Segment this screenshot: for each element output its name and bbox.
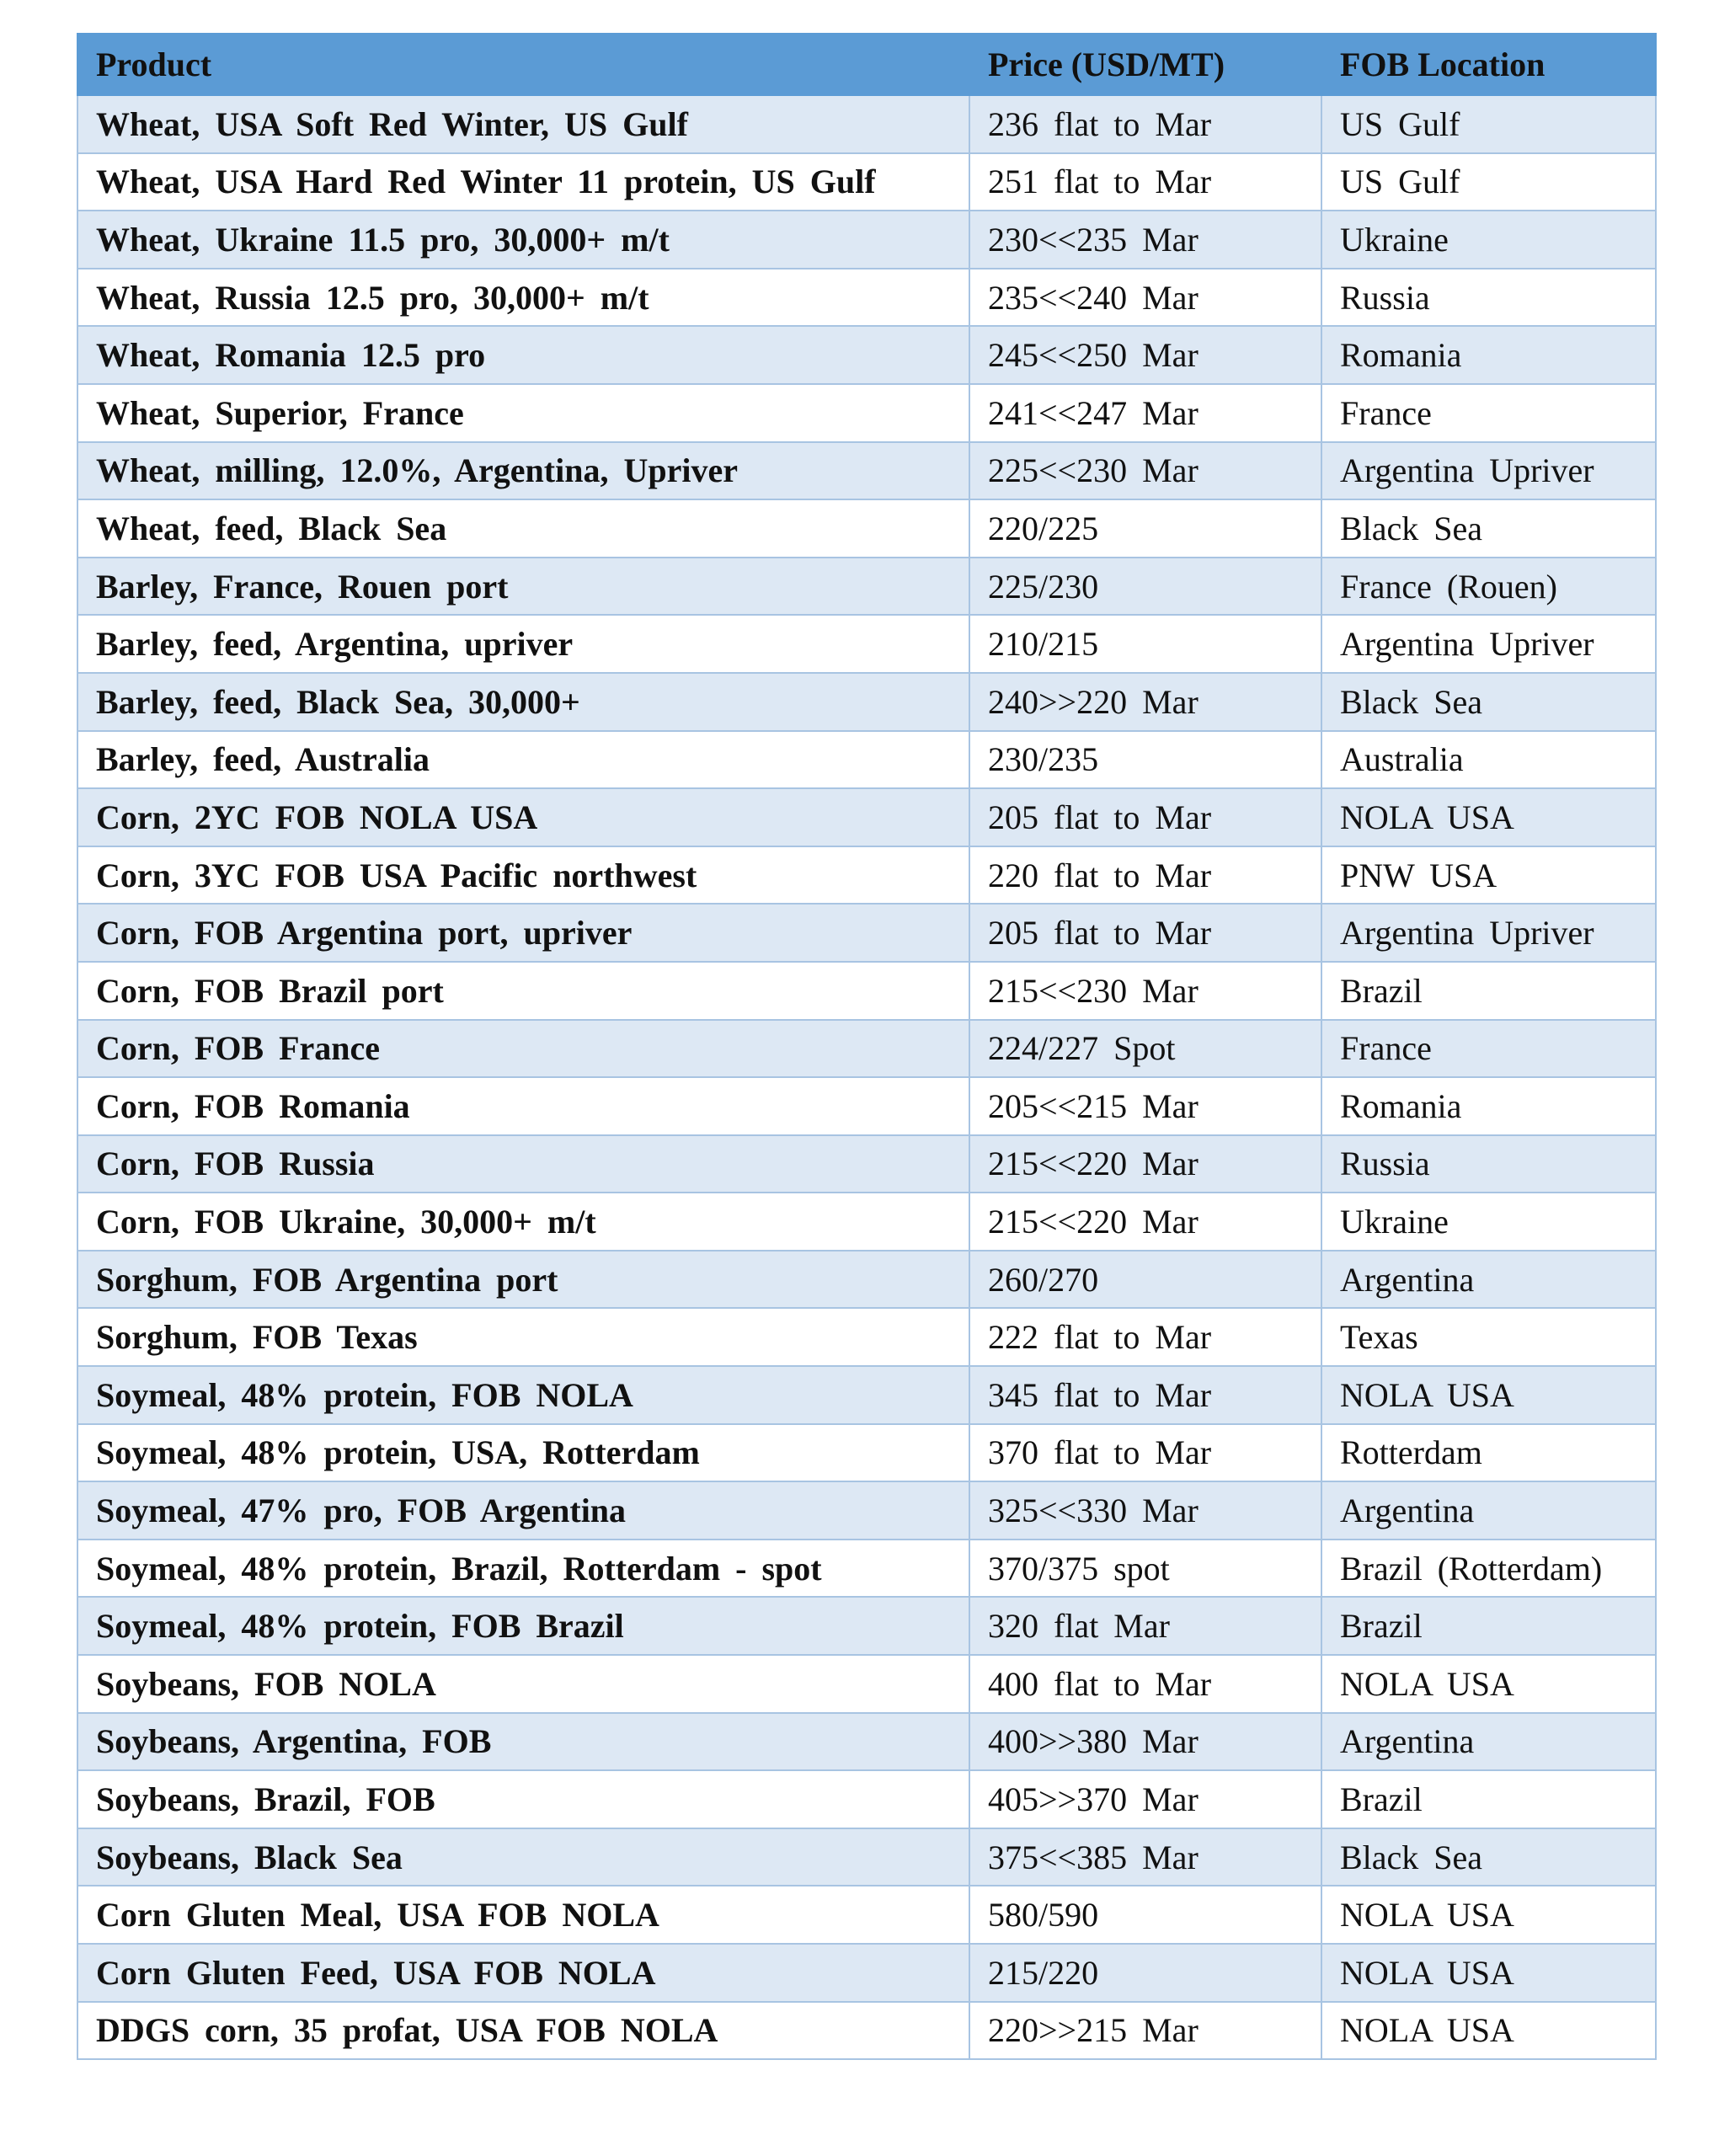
table-row <box>77 1713 1656 1771</box>
table-row <box>77 1251 1656 1309</box>
location-cell: Ukraine <box>1321 1193 1656 1251</box>
price-cell: 241<<247 Mar <box>969 384 1321 442</box>
price-cell: 225<<230 Mar <box>969 442 1321 500</box>
location-cell: US Gulf <box>1321 153 1656 211</box>
product-cell: Soybeans, FOB NOLA <box>77 1655 969 1713</box>
table-row <box>77 442 1656 500</box>
location-cell: Ukraine <box>1321 211 1656 269</box>
price-cell: 260/270 <box>969 1251 1321 1309</box>
location-cell: Brazil <box>1321 1770 1656 1828</box>
price-cell: 215<<230 Mar <box>969 962 1321 1020</box>
table-row <box>77 962 1656 1020</box>
price-cell: 205 flat to Mar <box>969 788 1321 846</box>
product-cell: Wheat, USA Hard Red Winter 11 protein, US Gulf <box>77 153 969 211</box>
table-row <box>77 1077 1656 1135</box>
price-cell: 222 flat to Mar <box>969 1308 1321 1366</box>
table-row <box>77 384 1656 442</box>
price-cell: 215/220 <box>969 1944 1321 2002</box>
table-row <box>77 326 1656 384</box>
table-row <box>77 1308 1656 1366</box>
location-cell: Black Sea <box>1321 673 1656 731</box>
price-cell: 220/225 <box>969 499 1321 558</box>
price-cell: 580/590 <box>969 1886 1321 1944</box>
product-cell: Soymeal, 48% protein, FOB Brazil <box>77 1597 969 1655</box>
table-row <box>77 788 1656 846</box>
product-cell: Wheat, Ukraine 11.5 pro, 30,000+ m/t <box>77 211 969 269</box>
price-cell: 236 flat to Mar <box>969 95 1321 153</box>
price-cell: 240>>220 Mar <box>969 673 1321 731</box>
location-cell: France <box>1321 1020 1656 1078</box>
column-header-product: Product <box>77 34 969 95</box>
price-cell: 245<<250 Mar <box>969 326 1321 384</box>
table-row <box>77 1828 1656 1886</box>
product-cell: Barley, feed, Argentina, upriver <box>77 615 969 673</box>
product-cell: Wheat, Russia 12.5 pro, 30,000+ m/t <box>77 269 969 327</box>
product-cell: Corn, 3YC FOB USA Pacific northwest <box>77 846 969 905</box>
location-cell: PNW USA <box>1321 846 1656 905</box>
price-cell: 400>>380 Mar <box>969 1713 1321 1771</box>
price-cell: 205 flat to Mar <box>969 904 1321 962</box>
location-cell: Brazil <box>1321 1597 1656 1655</box>
location-cell: Brazil <box>1321 962 1656 1020</box>
location-cell: France <box>1321 384 1656 442</box>
price-cell: 345 flat to Mar <box>969 1366 1321 1424</box>
location-cell: Argentina Upriver <box>1321 904 1656 962</box>
price-cell: 205<<215 Mar <box>969 1077 1321 1135</box>
table-row <box>77 1424 1656 1482</box>
price-cell: 375<<385 Mar <box>969 1828 1321 1886</box>
product-cell: Sorghum, FOB Texas <box>77 1308 969 1366</box>
price-cell: 224/227 Spot <box>969 1020 1321 1078</box>
price-cell: 225/230 <box>969 558 1321 616</box>
product-cell: Barley, feed, Black Sea, 30,000+ <box>77 673 969 731</box>
product-cell: DDGS corn, 35 profat, USA FOB NOLA <box>77 2002 969 2060</box>
product-cell: Corn, FOB Ukraine, 30,000+ m/t <box>77 1193 969 1251</box>
location-cell: Argentina Upriver <box>1321 615 1656 673</box>
table-row <box>77 211 1656 269</box>
price-cell: 220 flat to Mar <box>969 846 1321 905</box>
product-cell: Wheat, Superior, France <box>77 384 969 442</box>
location-cell: NOLA USA <box>1321 1655 1656 1713</box>
location-cell: Argentina Upriver <box>1321 442 1656 500</box>
table-row <box>77 153 1656 211</box>
location-cell: Rotterdam <box>1321 1424 1656 1482</box>
table-body <box>77 95 1656 2059</box>
price-cell: 230<<235 Mar <box>969 211 1321 269</box>
product-cell: Barley, France, Rouen port <box>77 558 969 616</box>
product-cell: Corn Gluten Meal, USA FOB NOLA <box>77 1886 969 1944</box>
product-cell: Soymeal, 47% pro, FOB Argentina <box>77 1481 969 1540</box>
product-cell: Sorghum, FOB Argentina port <box>77 1251 969 1309</box>
price-cell: 325<<330 Mar <box>969 1481 1321 1540</box>
table-row <box>77 1597 1656 1655</box>
product-cell: Corn, 2YC FOB NOLA USA <box>77 788 969 846</box>
table-row <box>77 1944 1656 2002</box>
table-row <box>77 1655 1656 1713</box>
location-cell: Black Sea <box>1321 1828 1656 1886</box>
header-row <box>77 34 1656 95</box>
location-cell: Brazil (Rotterdam) <box>1321 1540 1656 1598</box>
product-cell: Corn, FOB Argentina port, upriver <box>77 904 969 962</box>
price-cell: 215<<220 Mar <box>969 1193 1321 1251</box>
product-cell: Corn, FOB Brazil port <box>77 962 969 1020</box>
table-row <box>77 1540 1656 1598</box>
location-cell: US Gulf <box>1321 95 1656 153</box>
table-row <box>77 269 1656 327</box>
price-cell: 370/375 spot <box>969 1540 1321 1598</box>
product-cell: Soybeans, Black Sea <box>77 1828 969 1886</box>
table-row <box>77 1481 1656 1540</box>
location-cell: NOLA USA <box>1321 1366 1656 1424</box>
product-cell: Soymeal, 48% protein, USA, Rotterdam <box>77 1424 969 1482</box>
table-row <box>77 846 1656 905</box>
location-cell: Argentina <box>1321 1481 1656 1540</box>
price-cell: 370 flat to Mar <box>969 1424 1321 1482</box>
table-row <box>77 1020 1656 1078</box>
table-row <box>77 615 1656 673</box>
table-row <box>77 2002 1656 2060</box>
price-cell: 215<<220 Mar <box>969 1135 1321 1193</box>
product-cell: Wheat, feed, Black Sea <box>77 499 969 558</box>
price-cell: 405>>370 Mar <box>969 1770 1321 1828</box>
location-cell: NOLA USA <box>1321 1886 1656 1944</box>
location-cell: France (Rouen) <box>1321 558 1656 616</box>
product-cell: Soybeans, Argentina, FOB <box>77 1713 969 1771</box>
table-row <box>77 1193 1656 1251</box>
table-row <box>77 1886 1656 1944</box>
location-cell: NOLA USA <box>1321 1944 1656 2002</box>
table-row <box>77 1770 1656 1828</box>
product-cell: Barley, feed, Australia <box>77 731 969 789</box>
table-row <box>77 904 1656 962</box>
product-cell: Corn Gluten Feed, USA FOB NOLA <box>77 1944 969 2002</box>
location-cell: Texas <box>1321 1308 1656 1366</box>
price-cell: 210/215 <box>969 615 1321 673</box>
location-cell: Black Sea <box>1321 499 1656 558</box>
table-row <box>77 1135 1656 1193</box>
product-cell: Wheat, Romania 12.5 pro <box>77 326 969 384</box>
location-cell: Australia <box>1321 731 1656 789</box>
location-cell: NOLA USA <box>1321 2002 1656 2060</box>
product-cell: Soymeal, 48% protein, Brazil, Rotterdam - spot <box>77 1540 969 1598</box>
product-cell: Soymeal, 48% protein, FOB NOLA <box>77 1366 969 1424</box>
price-cell: 220>>215 Mar <box>969 2002 1321 2060</box>
table-row <box>77 673 1656 731</box>
table-row <box>77 499 1656 558</box>
column-header-location: FOB Location <box>1321 34 1656 95</box>
product-cell: Corn, FOB France <box>77 1020 969 1078</box>
price-cell: 251 flat to Mar <box>969 153 1321 211</box>
location-cell: Romania <box>1321 326 1656 384</box>
price-cell: 400 flat to Mar <box>969 1655 1321 1713</box>
price-cell: 230/235 <box>969 731 1321 789</box>
location-cell: Russia <box>1321 1135 1656 1193</box>
location-cell: Argentina <box>1321 1251 1656 1309</box>
location-cell: NOLA USA <box>1321 788 1656 846</box>
product-cell: Wheat, milling, 12.0%, Argentina, Upriver <box>77 442 969 500</box>
location-cell: Argentina <box>1321 1713 1656 1771</box>
table-row <box>77 1366 1656 1424</box>
price-cell: 235<<240 Mar <box>969 269 1321 327</box>
product-cell: Corn, FOB Russia <box>77 1135 969 1193</box>
product-cell: Wheat, USA Soft Red Winter, US Gulf <box>77 95 969 153</box>
location-cell: Russia <box>1321 269 1656 327</box>
price-table <box>77 33 1657 2060</box>
column-header-price: Price (USD/MT) <box>969 34 1321 95</box>
table-row <box>77 731 1656 789</box>
product-cell: Corn, FOB Romania <box>77 1077 969 1135</box>
table-row <box>77 558 1656 616</box>
location-cell: Romania <box>1321 1077 1656 1135</box>
table-row <box>77 95 1656 153</box>
table-header <box>77 34 1656 95</box>
product-cell: Soybeans, Brazil, FOB <box>77 1770 969 1828</box>
price-cell: 320 flat Mar <box>969 1597 1321 1655</box>
